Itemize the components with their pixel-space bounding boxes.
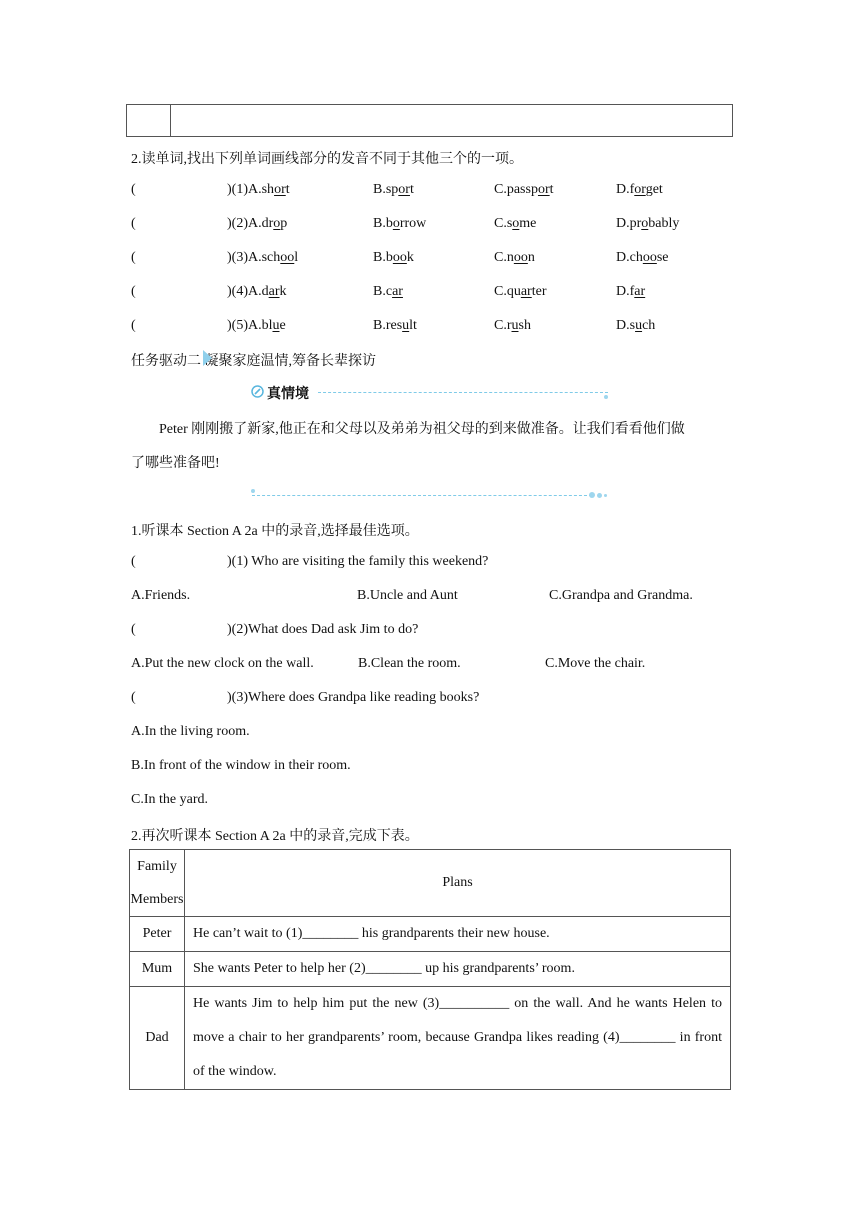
underlined-letters: oo [513,250,528,265]
option-text: D.f [616,284,635,299]
answer-paren: ( [131,284,136,299]
option-d [616,216,679,232]
option-text: lt [409,318,417,333]
option-text: se [656,250,669,265]
option-a [248,250,298,266]
underlined-letters: or [274,182,286,197]
option-d [616,284,645,300]
option-text: C.qu [494,284,521,299]
banner-dot [589,492,595,498]
option-text: get [645,182,663,197]
option-text: t [285,182,290,197]
member-cell: Peter [130,917,185,952]
listening-instruction: 1.听课本 Section A 2a 中的录音,选择最佳选项。 [131,524,419,539]
q1-option-c: C.Grandpa and Grandma. [549,588,693,603]
option-a [248,216,287,232]
option-b [373,250,414,266]
header-family-label: Family [137,859,177,874]
option-c [494,182,554,198]
banner-dot [597,493,602,498]
table-header-row [130,850,731,917]
q1-option-b: B.Uncle and Aunt [357,588,458,603]
underlined-letters: o [392,216,400,231]
answer-paren: ( [131,216,136,231]
option-text: B.b [373,216,393,231]
question-3: )(3)Where does Grandpa like reading books? [227,690,480,705]
underlined-letters: oo [280,250,295,265]
underlined-letters: o [512,216,520,231]
item-number: )(5) [227,318,248,333]
underlined-letters: oo [392,250,407,265]
arrow-decoration-icon [203,350,212,366]
option-text: p [280,216,288,231]
option-c [494,216,536,232]
option-text: sh [518,318,531,333]
option-b [373,318,417,334]
option-text: ter [531,284,547,299]
option-text: B.c [373,284,393,299]
underlined-letters: u [272,318,280,333]
option-text: B.b [373,250,393,265]
member-cell: Dad [130,987,185,1090]
answer-paren: ( [131,250,136,265]
underlined-letters: ar [268,284,280,299]
option-text: B.sp [373,182,399,197]
option-text: D.s [616,318,636,333]
option-text: me [519,216,537,231]
banner-top-divider [318,392,608,393]
answer-paren: ( [131,554,136,569]
option-text: A.dr [248,216,274,231]
underlined-letters: or [537,182,550,197]
banner-bottom-divider [252,495,592,496]
task-heading: 任务驱动二 凝聚家庭温情,筹备长辈探访 [131,354,376,369]
option-text: A.sch [248,250,281,265]
option-text: rrow [399,216,427,231]
option-c [494,250,535,266]
header-members-label: Members [130,892,184,907]
banner-title: 真情境 [267,386,309,402]
answer-paren: ( [131,182,136,197]
q1-option-a: A.Friends. [131,588,191,603]
table-row [130,987,731,1090]
option-text: e [279,318,286,333]
banner-text-line1: Peter 刚刚搬了新家,他正在和父母以及弟弟为祖父母的到来做准备。让我们看看他们做 [159,422,685,437]
answer-paren: ( [131,622,136,637]
option-text: l [294,250,299,265]
option-b [373,284,403,300]
q3-option-c: C.In the yard. [131,792,208,807]
underlined-letters: ar [520,284,532,299]
option-text: C.r [494,318,512,333]
item-number: )(1) [227,182,248,197]
option-a [248,318,286,334]
underlined-letters: ar [634,284,646,299]
item-number: )(4) [227,284,248,299]
member-cell: Mum [130,952,185,987]
option-text: C.passp [494,182,538,197]
item-number: )(2) [227,216,248,231]
option-text: B.res [373,318,403,333]
banner-dot [251,489,255,493]
banner-dot [604,395,608,399]
header-family-members [130,850,185,917]
pronunciation-instruction: 2.读单词,找出下列单词画线部分的发音不同于其他三个的一项。 [131,152,523,167]
underlined-letters: o [641,216,649,231]
option-text: C.n [494,250,514,265]
plans-table [129,849,731,1090]
option-c [494,284,547,300]
top-table-cell [127,105,171,136]
underlined-letters: ar [392,284,403,299]
q3-option-a: A.In the living room. [131,724,250,739]
option-text: k [279,284,287,299]
option-a [248,182,290,198]
option-text: A.d [248,284,269,299]
q2-option-a: A.Put the new clock on the wall. [131,656,314,671]
option-text: k [406,250,414,265]
q2-option-c: C.Move the chair. [545,656,646,671]
option-text: bably [648,216,680,231]
underlined-letters: o [273,216,281,231]
top-table-fragment [126,104,733,137]
option-b [373,216,426,232]
option-d [616,182,663,198]
option-text: n [527,250,535,265]
plan-cell: He wants Jim to help him put the new (3)__________ on the wall. And he wants Helen to move a chair to her grandparents’ room, because Grandpa likes reading (4)________ in front of the window. [185,987,731,1090]
plan-cell: She wants Peter to help her (2)________ up his grandparents’ room. [185,952,731,987]
option-text: t [409,182,414,197]
underlined-letters: or [398,182,410,197]
question-2: )(2)What does Dad ask Jim to do? [227,622,419,637]
item-number: )(3) [227,250,248,265]
option-text: A.bl [248,318,273,333]
answer-paren: ( [131,690,136,705]
option-c [494,318,531,334]
underlined-letters: u [635,318,643,333]
table-instruction: 2.再次听课本 Section A 2a 中的录音,完成下表。 [131,829,419,844]
option-text: D.ch [616,250,643,265]
option-d [616,318,655,334]
option-a [248,284,287,300]
option-b [373,182,414,198]
option-text: A.sh [248,182,275,197]
option-text: D.f [616,182,635,197]
header-plans: Plans [185,850,731,917]
table-row [130,917,731,952]
underlined-letters: u [511,318,519,333]
underlined-letters: oo [642,250,657,265]
option-text: C.s [494,216,513,231]
option-text: ch [642,318,656,333]
underlined-letters: u [402,318,410,333]
option-text: D.pr [616,216,642,231]
plan-cell: He can’t wait to (1)________ his grandparents their new house. [185,917,731,952]
q2-option-b: B.Clean the room. [358,656,461,671]
question-1: )(1) Who are visiting the family this weekend? [227,554,489,569]
banner-dot [604,494,607,497]
pencil-icon [251,385,264,398]
option-d [616,250,669,266]
underlined-letters: or [634,182,646,197]
table-row [130,952,731,987]
banner-text-line2: 了哪些准备吧! [131,456,220,471]
answer-paren: ( [131,318,136,333]
option-text: t [549,182,554,197]
q3-option-b: B.In front of the window in their room. [131,758,351,773]
